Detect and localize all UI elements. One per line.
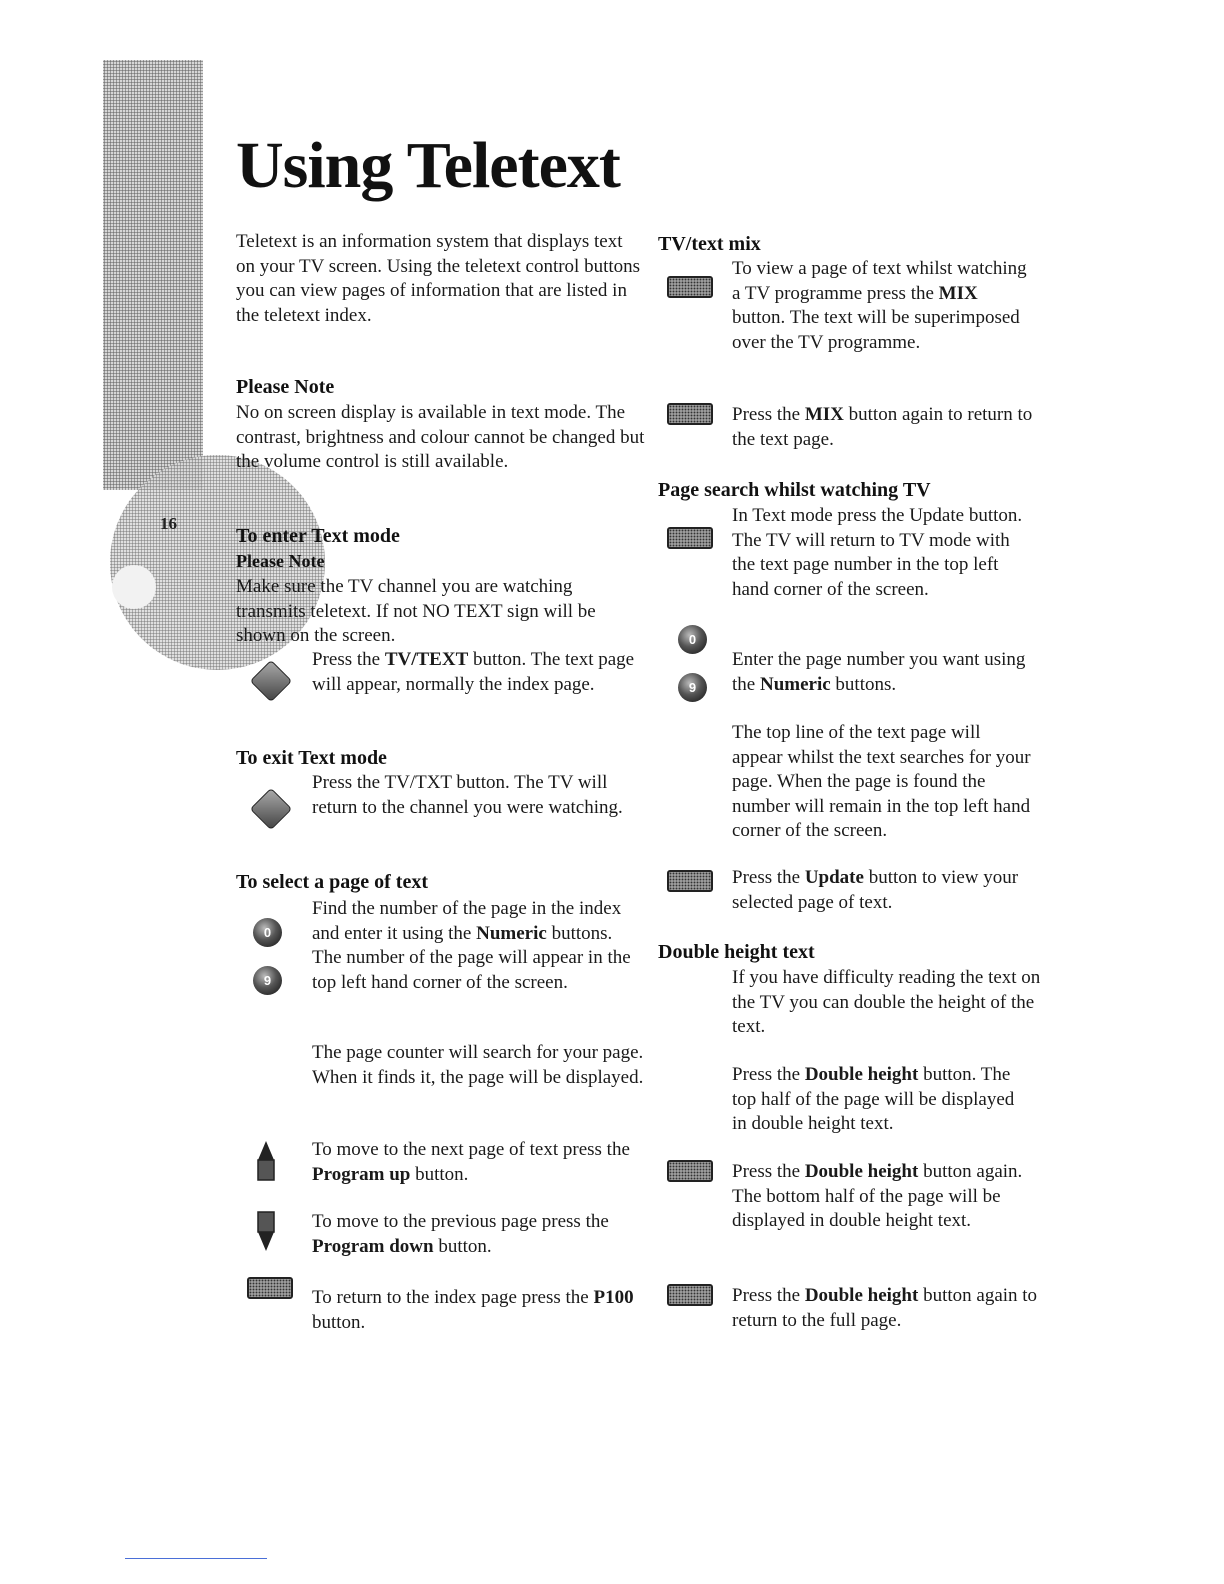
index-page-text: To return to the index page press the P100 button.	[312, 1287, 634, 1333]
double-height-step-1: Press the Double height button. The top half of the page will be displayed in double height text.	[732, 1064, 1015, 1134]
double-height-button-icon	[667, 1160, 713, 1182]
double-height-step-2: Press the Double height button again. The bottom half of the page will be displayed in double height text.	[732, 1161, 1023, 1231]
page-title: Using Teletext	[236, 129, 620, 202]
numeric-nine-button-icon: 9	[253, 966, 282, 995]
enter-text-mode-heading: To enter Text mode	[236, 525, 400, 547]
select-page-text: Find the number of the page in the index and enter it using the Numeric buttons. The number of the page will appear in the top left hand corner of the screen.	[312, 898, 631, 993]
p100-button-icon	[247, 1277, 293, 1299]
exit-text: Press the TV/TXT button. The TV will return to the channel you were watching.	[312, 772, 623, 818]
update-button-icon	[667, 527, 713, 549]
select-page-heading: To select a page of text	[236, 871, 428, 893]
enter-please-note-text: Make sure the TV channel you are watching transmits teletext. If not NO TEXT sign will be shown on the screen.	[236, 576, 596, 646]
double-height-step-3: Press the Double height button again to return to the full page.	[732, 1285, 1038, 1331]
tv-text-mix-heading: TV/text mix	[658, 233, 761, 255]
mix-text: To view a page of text whilst watching a TV programme press the MIX button. The text will be superimposed over the TV programme.	[732, 258, 1027, 353]
page-search-heading: Page search whilst watching TV	[658, 479, 931, 501]
enter-please-note-heading: Please Note	[236, 551, 325, 571]
page-counter-text: The page counter will search for your page. When it finds it, the page will be displayed.	[312, 1042, 644, 1088]
please-note-heading: Please Note	[236, 376, 335, 398]
mix-again-text: Press the MIX button again to return to the text page.	[732, 404, 1033, 450]
update-view-text: Press the Update button to view your selected page of text.	[732, 867, 1019, 913]
top-line-text: The top line of the text page will appear whilst the text searches for your page. When the page is found the number will remain in the top left hand corner of the screen.	[732, 722, 1031, 841]
footer-rule	[125, 1558, 267, 1559]
update-button-icon-2	[667, 870, 713, 892]
please-note-text: No on screen display is available in text mode. The contrast, brightness and colour cannot be changed but the volume control is still available.	[236, 402, 645, 472]
tv-text-button-icon	[250, 660, 292, 702]
program-down-button-icon	[256, 1210, 276, 1252]
enter-number-text: Enter the page number you want using the Numeric buttons.	[732, 649, 1026, 695]
next-page-text: To move to the next page of text press the Program up button.	[312, 1139, 630, 1185]
double-height-button-icon-2	[667, 1284, 713, 1306]
page-number: 16	[160, 514, 177, 533]
numeric-nine-button-icon-right: 9	[678, 673, 707, 702]
program-up-button-icon	[256, 1140, 276, 1182]
double-height-intro: If you have difficulty reading the text on the TV you can double the height of the text.	[732, 967, 1041, 1037]
decorative-stipple-band	[103, 60, 203, 490]
mix-again-button-icon	[667, 403, 713, 425]
intro-paragraph: Teletext is an information system that displays text on your TV screen. Using the teletext control buttons you can view pages of information that are listed in the teletext index.	[236, 231, 641, 326]
exit-text-mode-heading: To exit Text mode	[236, 747, 387, 769]
decorative-circle-highlight	[112, 565, 156, 609]
tv-txt-button-icon	[250, 788, 292, 830]
page-search-text: In Text mode press the Update button. The TV will return to TV mode with the text page number in the top left hand corner of the screen.	[732, 505, 1023, 600]
double-height-heading: Double height text	[658, 941, 815, 963]
mix-button-icon	[667, 276, 713, 298]
enter-press-text: Press the TV/TEXT button. The text page will appear, normally the index page.	[312, 649, 635, 695]
numeric-zero-button-icon-right: 0	[678, 625, 707, 654]
numeric-zero-button-icon: 0	[253, 918, 282, 947]
previous-page-text: To move to the previous page press the Program down button.	[312, 1211, 609, 1257]
